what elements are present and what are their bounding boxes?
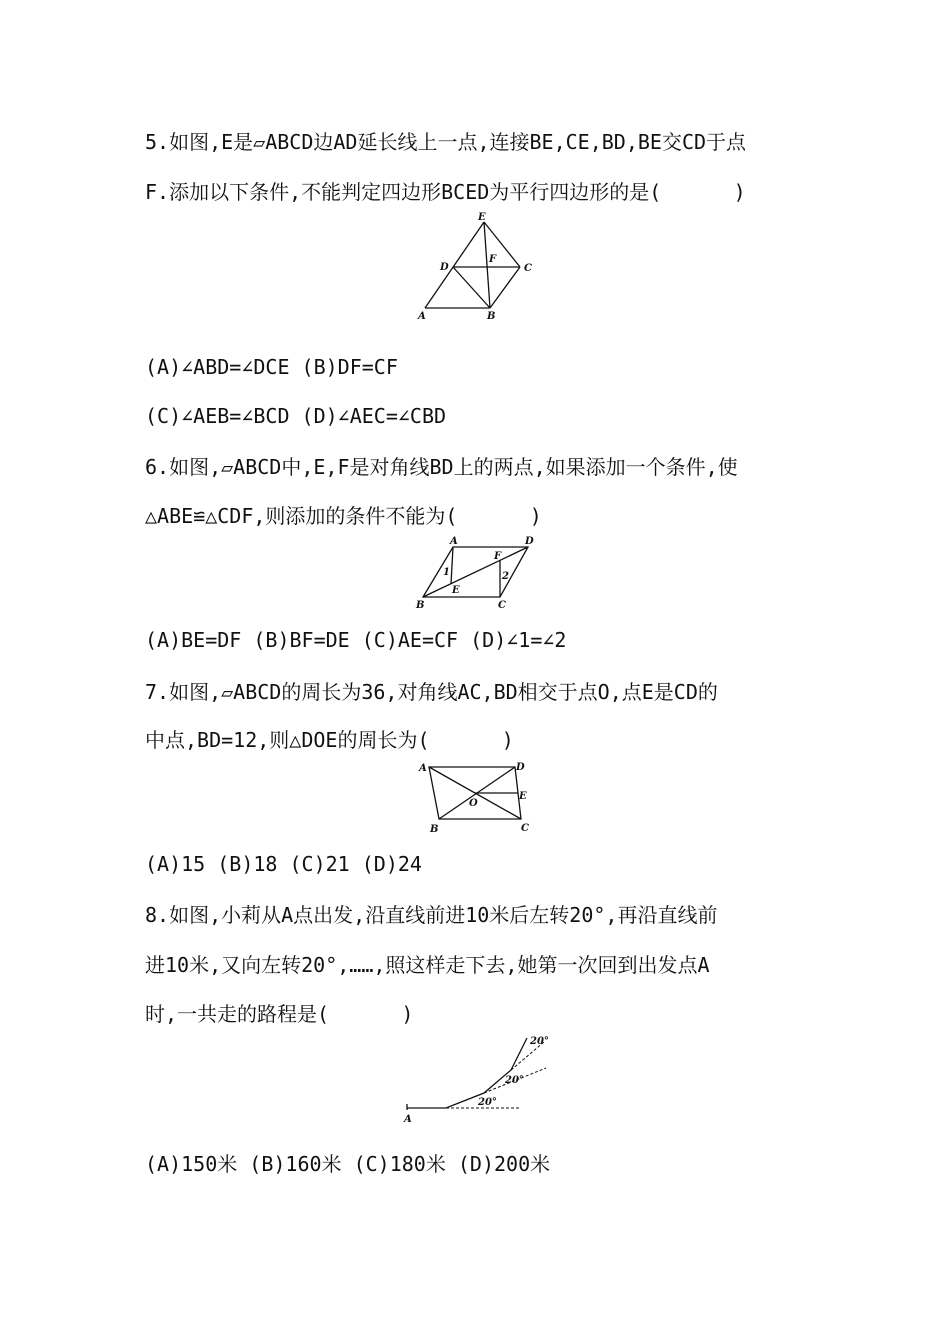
q8-angle-label-1: 20° [478,1097,497,1108]
q5-label-c: C [524,263,532,274]
q6-label-c: C [498,600,506,611]
q6-label-a: A [450,536,458,547]
q7-label-b: B [430,824,439,835]
q7-option-line-1: (A)15 (B)18 (C)21 (D)24 [145,852,422,876]
q7-stem-line-1: 7.如图,▱ABCD的周长为36,对角线AC,BD相交于点O,点E是CD的 [145,680,718,704]
q7-label-c: C [521,823,529,834]
q8-angle-label-3: 20° [530,1036,549,1047]
q5-stem-line-2: F.添加以下条件,不能判定四边形BCED为平行四边形的是( ) [145,180,746,204]
q6-label-d: D [525,536,534,547]
q8-stem-line-1: 8.如图,小莉从A点出发,沿直线前进10米后左转20°,再沿直线前 [145,903,718,927]
q5-label-d: D [440,262,449,273]
q5-segment-ae [425,222,484,308]
q6-stem-line-1: 6.如图,▱ABCD中,E,F是对角线BD上的两点,如果添加一个条件,使 [145,455,738,479]
q8-stem-line-3: 时,一共走的路程是( ) [145,1002,414,1026]
q7-label-a: A [419,763,427,774]
q8-stem-line-2: 进10米,又向左转20°,……,照这样走下去,她第一次回到出发点A [145,953,710,977]
q8-option-line-1: (A)150米 (B)160米 (C)180米 (D)200米 [145,1152,551,1176]
q5-option-line-1: (A)∠ABD=∠DCE (B)DF=CF [145,355,398,379]
q5-label-f: F [489,254,497,265]
q7-label-e: E [519,791,527,802]
q5-segment-bc [490,267,520,308]
q7-label-o: O [469,798,478,809]
q5-figure [410,210,540,325]
q6-label-2: 2 [502,571,509,582]
q5-stem-line-1: 5.如图,E是▱ABCD边AD延长线上一点,连接BE,CE,BD,BE交CD于点 [145,130,747,154]
q6-label-e: E [452,585,460,596]
q7-figure [415,757,540,837]
q5-option-line-2: (C)∠AEB=∠BCD (D)∠AEC=∠CBD [145,404,447,428]
q6-segment-ae [451,547,453,584]
q8-angle-label-2: 20° [505,1075,524,1086]
q8-figure [398,1032,553,1127]
q6-label-1: 1 [443,567,450,578]
q6-label-f: F [494,551,502,562]
q7-stem-line-2: 中点,BD=12,则△DOE的周长为( ) [145,728,514,752]
q5-segment-eb [484,222,490,308]
q6-option-line-1: (A)BE=DF (B)BF=DE (C)AE=CF (D)∠1=∠2 [145,628,567,652]
q7-label-d: D [516,762,525,773]
q6-label-b: B [416,600,425,611]
q6-figure [410,532,545,612]
q5-label-e: E [478,212,486,223]
q8-walking-path [407,1038,527,1108]
q8-label-a: A [404,1114,412,1125]
q5-label-b: B [487,311,496,322]
q5-segment-db [453,267,490,308]
q6-stem-line-2: △ABE≌△CDF,则添加的条件不能为( ) [145,504,542,528]
q5-label-a: A [418,311,426,322]
